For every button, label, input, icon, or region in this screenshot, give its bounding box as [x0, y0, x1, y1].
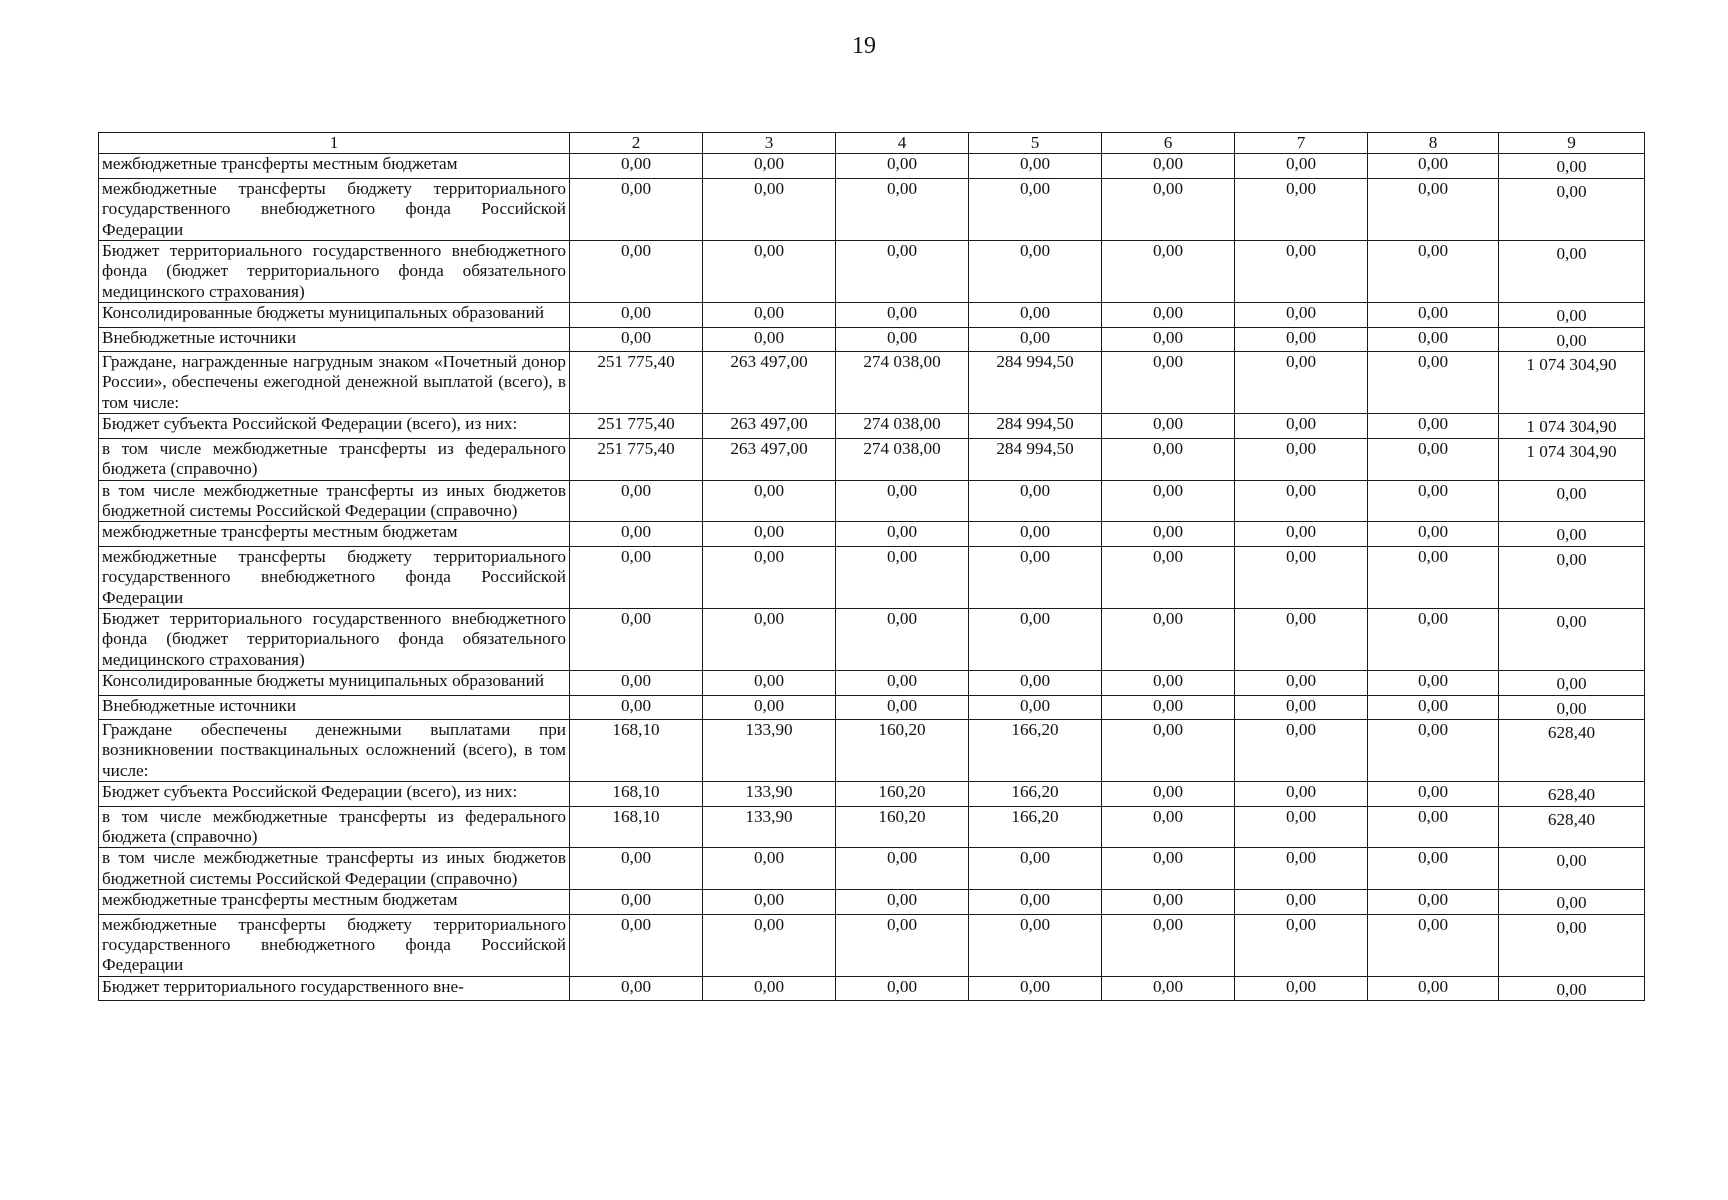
page-number: 19 [852, 33, 876, 59]
value-cell: 0,00 [1499, 480, 1645, 522]
value-cell: 628,40 [1499, 806, 1645, 848]
value-cell: 0,00 [1102, 719, 1235, 781]
value-cell: 0,00 [1235, 480, 1368, 522]
value-cell: 0,00 [1235, 608, 1368, 670]
value-cell: 0,00 [836, 480, 969, 522]
value-cell: 0,00 [1235, 914, 1368, 976]
row-label: Внебюджетные источники [99, 327, 570, 351]
value-cell: 0,00 [969, 914, 1102, 976]
value-cell: 0,00 [969, 890, 1102, 914]
value-cell: 0,00 [836, 522, 969, 546]
value-cell: 0,00 [836, 976, 969, 1000]
value-cell: 0,00 [703, 480, 836, 522]
value-cell: 0,00 [1235, 782, 1368, 806]
value-cell: 160,20 [836, 782, 969, 806]
value-cell: 0,00 [1235, 522, 1368, 546]
value-cell: 251 775,40 [570, 414, 703, 438]
table-row [99, 241, 1645, 303]
value-cell: 0,00 [1102, 480, 1235, 522]
column-number-header: 3 [703, 133, 836, 154]
value-cell: 0,00 [1235, 438, 1368, 480]
table-row [99, 480, 1645, 522]
value-cell: 0,00 [1235, 154, 1368, 178]
value-cell: 0,00 [570, 890, 703, 914]
column-number-header: 4 [836, 133, 969, 154]
value-cell: 0,00 [836, 241, 969, 303]
value-cell: 0,00 [969, 608, 1102, 670]
value-cell: 0,00 [836, 890, 969, 914]
column-number-header: 6 [1102, 133, 1235, 154]
value-cell: 160,20 [836, 719, 969, 781]
value-cell: 160,20 [836, 806, 969, 848]
value-cell: 0,00 [1102, 414, 1235, 438]
value-cell: 0,00 [1235, 976, 1368, 1000]
table-row [99, 303, 1645, 327]
value-cell: 0,00 [836, 327, 969, 351]
row-label: Внебюджетные источники [99, 695, 570, 719]
value-cell: 0,00 [1102, 914, 1235, 976]
value-cell: 284 994,50 [969, 438, 1102, 480]
value-cell: 133,90 [703, 806, 836, 848]
value-cell: 0,00 [1102, 608, 1235, 670]
value-cell: 0,00 [570, 976, 703, 1000]
value-cell: 0,00 [1368, 848, 1499, 890]
value-cell: 0,00 [836, 178, 969, 240]
value-cell: 0,00 [836, 546, 969, 608]
value-cell: 0,00 [1368, 327, 1499, 351]
value-cell: 0,00 [703, 671, 836, 695]
value-cell: 0,00 [1102, 241, 1235, 303]
value-cell: 166,20 [969, 719, 1102, 781]
budget-table-container [98, 132, 1644, 1001]
value-cell: 0,00 [969, 522, 1102, 546]
row-label: в том числе межбюджетные трансферты из иных бюджетов бюджетной системы Российской Федерации (справочно) [99, 848, 570, 890]
value-cell: 263 497,00 [703, 352, 836, 414]
table-row [99, 608, 1645, 670]
value-cell: 0,00 [703, 608, 836, 670]
value-cell: 0,00 [1368, 414, 1499, 438]
value-cell: 0,00 [1235, 241, 1368, 303]
value-cell: 0,00 [1499, 178, 1645, 240]
value-cell: 284 994,50 [969, 414, 1102, 438]
value-cell: 0,00 [1499, 848, 1645, 890]
table-row [99, 976, 1645, 1000]
value-cell: 251 775,40 [570, 438, 703, 480]
value-cell: 0,00 [969, 848, 1102, 890]
value-cell: 263 497,00 [703, 414, 836, 438]
value-cell: 168,10 [570, 782, 703, 806]
value-cell: 0,00 [570, 480, 703, 522]
value-cell: 0,00 [1102, 154, 1235, 178]
row-label: Бюджет территориального государственного вне- [99, 976, 570, 1000]
value-cell: 1 074 304,90 [1499, 352, 1645, 414]
table-row [99, 438, 1645, 480]
value-cell: 0,00 [703, 178, 836, 240]
value-cell: 0,00 [1368, 154, 1499, 178]
row-label: межбюджетные трансферты бюджету территориального государственного внебюджетного фонда Российской Федерации [99, 914, 570, 976]
table-row [99, 352, 1645, 414]
value-cell: 284 994,50 [969, 352, 1102, 414]
row-label: Бюджет субъекта Российской Федерации (всего), из них: [99, 414, 570, 438]
value-cell: 0,00 [1368, 178, 1499, 240]
row-label: Бюджет субъекта Российской Федерации (всего), из них: [99, 782, 570, 806]
value-cell: 0,00 [836, 303, 969, 327]
row-label: в том числе межбюджетные трансферты из иных бюджетов бюджетной системы Российской Федерации (справочно) [99, 480, 570, 522]
value-cell: 0,00 [570, 241, 703, 303]
value-cell: 0,00 [969, 303, 1102, 327]
value-cell: 0,00 [1235, 848, 1368, 890]
value-cell: 0,00 [1235, 414, 1368, 438]
value-cell: 0,00 [703, 914, 836, 976]
value-cell: 0,00 [1235, 352, 1368, 414]
value-cell: 0,00 [1368, 890, 1499, 914]
value-cell: 0,00 [969, 671, 1102, 695]
value-cell: 168,10 [570, 806, 703, 848]
value-cell: 0,00 [1102, 695, 1235, 719]
table-row [99, 414, 1645, 438]
value-cell: 0,00 [836, 848, 969, 890]
value-cell: 274 038,00 [836, 352, 969, 414]
value-cell: 0,00 [1102, 178, 1235, 240]
value-cell: 0,00 [570, 671, 703, 695]
value-cell: 0,00 [570, 522, 703, 546]
row-label: межбюджетные трансферты местным бюджетам [99, 154, 570, 178]
table-body [99, 154, 1645, 1001]
value-cell: 0,00 [570, 914, 703, 976]
value-cell: 0,00 [1368, 914, 1499, 976]
value-cell: 263 497,00 [703, 438, 836, 480]
value-cell: 0,00 [1499, 241, 1645, 303]
value-cell: 0,00 [836, 671, 969, 695]
row-label: межбюджетные трансферты бюджету территориального государственного внебюджетного фонда Российской Федерации [99, 546, 570, 608]
value-cell: 0,00 [1102, 890, 1235, 914]
value-cell: 0,00 [1235, 303, 1368, 327]
value-cell: 0,00 [703, 522, 836, 546]
table-row [99, 890, 1645, 914]
value-cell: 166,20 [969, 782, 1102, 806]
row-label: Бюджет территориального государственного внебюджетного фонда (бюджет территориального фонда обязательного медицинского страхования) [99, 241, 570, 303]
value-cell: 0,00 [703, 546, 836, 608]
table-row [99, 806, 1645, 848]
value-cell: 0,00 [1235, 719, 1368, 781]
value-cell: 274 038,00 [836, 414, 969, 438]
value-cell: 0,00 [570, 178, 703, 240]
value-cell: 0,00 [1102, 806, 1235, 848]
value-cell: 0,00 [570, 695, 703, 719]
value-cell: 0,00 [703, 695, 836, 719]
value-cell: 0,00 [1235, 546, 1368, 608]
value-cell: 0,00 [1499, 890, 1645, 914]
value-cell: 0,00 [969, 546, 1102, 608]
value-cell: 0,00 [1368, 671, 1499, 695]
row-label: в том числе межбюджетные трансферты из федерального бюджета (справочно) [99, 806, 570, 848]
value-cell: 0,00 [1368, 695, 1499, 719]
value-cell: 166,20 [969, 806, 1102, 848]
value-cell: 0,00 [703, 976, 836, 1000]
value-cell: 0,00 [1102, 546, 1235, 608]
column-number-header: 7 [1235, 133, 1368, 154]
value-cell: 274 038,00 [836, 438, 969, 480]
value-cell: 0,00 [1499, 695, 1645, 719]
value-cell: 0,00 [1368, 719, 1499, 781]
value-cell: 0,00 [1102, 671, 1235, 695]
table-row [99, 522, 1645, 546]
table-row [99, 178, 1645, 240]
value-cell: 0,00 [1102, 976, 1235, 1000]
column-number-header: 9 [1499, 133, 1645, 154]
row-label: Консолидированные бюджеты муниципальных образований [99, 303, 570, 327]
value-cell: 0,00 [1102, 303, 1235, 327]
value-cell: 0,00 [1368, 546, 1499, 608]
value-cell: 0,00 [570, 608, 703, 670]
column-number-header: 5 [969, 133, 1102, 154]
value-cell: 0,00 [1102, 327, 1235, 351]
budget-table [98, 132, 1645, 1001]
column-number-header: 8 [1368, 133, 1499, 154]
value-cell: 133,90 [703, 782, 836, 806]
value-cell: 0,00 [1499, 546, 1645, 608]
value-cell: 0,00 [703, 241, 836, 303]
value-cell: 0,00 [836, 695, 969, 719]
value-cell: 0,00 [1499, 976, 1645, 1000]
value-cell: 0,00 [703, 303, 836, 327]
value-cell: 0,00 [570, 303, 703, 327]
table-row [99, 671, 1645, 695]
value-cell: 0,00 [1235, 178, 1368, 240]
value-cell: 0,00 [969, 327, 1102, 351]
value-cell: 0,00 [703, 154, 836, 178]
table-row [99, 914, 1645, 976]
value-cell: 628,40 [1499, 719, 1645, 781]
row-label: Граждане обеспечены денежными выплатами при возникновении поствакцинальных осложнений (всего), в том числе: [99, 719, 570, 781]
column-number-header: 1 [99, 133, 570, 154]
value-cell: 168,10 [570, 719, 703, 781]
value-cell: 0,00 [1499, 327, 1645, 351]
value-cell: 0,00 [1499, 914, 1645, 976]
value-cell: 0,00 [1499, 671, 1645, 695]
value-cell: 0,00 [1368, 241, 1499, 303]
value-cell: 0,00 [1102, 848, 1235, 890]
value-cell: 0,00 [1368, 608, 1499, 670]
value-cell: 0,00 [570, 546, 703, 608]
value-cell: 0,00 [969, 178, 1102, 240]
value-cell: 0,00 [1102, 522, 1235, 546]
row-label: Бюджет территориального государственного внебюджетного фонда (бюджет территориального фонда обязательного медицинского страхования) [99, 608, 570, 670]
value-cell: 0,00 [1102, 352, 1235, 414]
value-cell: 0,00 [1368, 480, 1499, 522]
column-number-header-row [99, 133, 1645, 154]
value-cell: 0,00 [1368, 303, 1499, 327]
value-cell: 0,00 [836, 914, 969, 976]
value-cell: 0,00 [836, 154, 969, 178]
value-cell: 0,00 [1368, 782, 1499, 806]
value-cell: 0,00 [703, 327, 836, 351]
value-cell: 0,00 [969, 241, 1102, 303]
table-row [99, 154, 1645, 178]
value-cell: 0,00 [1235, 695, 1368, 719]
value-cell: 0,00 [1235, 890, 1368, 914]
row-label: межбюджетные трансферты местным бюджетам [99, 522, 570, 546]
value-cell: 0,00 [1499, 154, 1645, 178]
table-row [99, 719, 1645, 781]
value-cell: 251 775,40 [570, 352, 703, 414]
value-cell: 0,00 [1235, 327, 1368, 351]
value-cell: 0,00 [1368, 352, 1499, 414]
value-cell: 0,00 [1235, 806, 1368, 848]
table-row [99, 695, 1645, 719]
value-cell: 0,00 [969, 480, 1102, 522]
value-cell: 0,00 [570, 848, 703, 890]
value-cell: 0,00 [969, 976, 1102, 1000]
value-cell: 133,90 [703, 719, 836, 781]
value-cell: 628,40 [1499, 782, 1645, 806]
value-cell: 0,00 [570, 327, 703, 351]
row-label: межбюджетные трансферты бюджету территориального государственного внебюджетного фонда Российской Федерации [99, 178, 570, 240]
row-label: Граждане, награжденные нагрудным знаком «Почетный донор России», обеспечены ежегодной денежной выплатой (всего), в том числе: [99, 352, 570, 414]
value-cell: 0,00 [1368, 438, 1499, 480]
value-cell: 0,00 [1235, 671, 1368, 695]
value-cell: 0,00 [1368, 522, 1499, 546]
value-cell: 0,00 [1102, 782, 1235, 806]
value-cell: 0,00 [1102, 438, 1235, 480]
value-cell: 1 074 304,90 [1499, 414, 1645, 438]
table-row [99, 327, 1645, 351]
column-number-header: 2 [570, 133, 703, 154]
value-cell: 0,00 [703, 848, 836, 890]
value-cell: 0,00 [969, 154, 1102, 178]
value-cell: 0,00 [836, 608, 969, 670]
value-cell: 0,00 [1368, 976, 1499, 1000]
row-label: в том числе межбюджетные трансферты из федерального бюджета (справочно) [99, 438, 570, 480]
value-cell: 0,00 [570, 154, 703, 178]
value-cell: 0,00 [1499, 608, 1645, 670]
row-label: Консолидированные бюджеты муниципальных образований [99, 671, 570, 695]
table-row [99, 848, 1645, 890]
table-row [99, 782, 1645, 806]
value-cell: 0,00 [703, 890, 836, 914]
row-label: межбюджетные трансферты местным бюджетам [99, 890, 570, 914]
value-cell: 0,00 [1368, 806, 1499, 848]
table-row [99, 546, 1645, 608]
value-cell: 0,00 [1499, 303, 1645, 327]
value-cell: 0,00 [969, 695, 1102, 719]
value-cell: 0,00 [1499, 522, 1645, 546]
value-cell: 1 074 304,90 [1499, 438, 1645, 480]
